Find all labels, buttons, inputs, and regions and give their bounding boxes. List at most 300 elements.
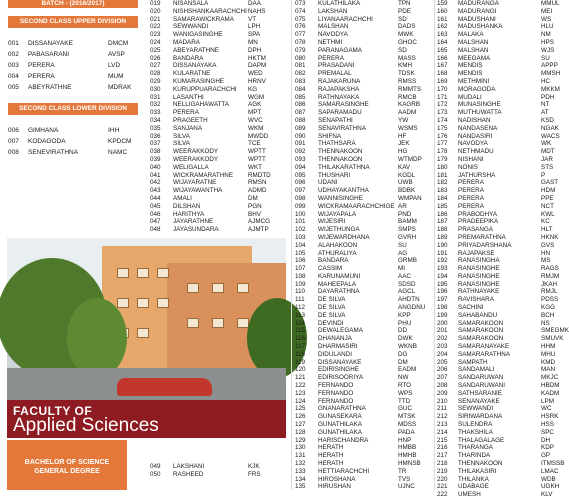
entry-initials: MDSS [398, 421, 417, 429]
entry-number: 089 [295, 124, 306, 132]
entry-initials: STS [541, 163, 554, 171]
entry-name: NADISHAN [458, 116, 491, 124]
entry-number: 215 [437, 436, 448, 444]
entry-name: MALSHAN [318, 23, 349, 31]
entry-initials: SD [398, 46, 407, 54]
entry-name: JAYARATHNE [173, 218, 214, 226]
list-item [437, 273, 566, 281]
entry-number: 027 [150, 62, 161, 70]
entry-initials: WPS [398, 389, 413, 397]
entry-initials: UJNC [398, 483, 415, 491]
list-item [437, 8, 566, 16]
entry-number: 087 [295, 109, 306, 117]
entry-number: 003 [8, 62, 19, 69]
entry-initials: HKNK [541, 233, 559, 241]
entry-number: 035 [150, 124, 161, 132]
entry-number: 117 [295, 343, 306, 351]
entry-name: PERERA [28, 73, 55, 80]
entry-initials: DM [398, 358, 408, 366]
entry-number: 210 [437, 397, 448, 405]
entry-name: NAVODYA [318, 31, 348, 39]
entry-initials: HPS [541, 38, 554, 46]
entry-number: 217 [437, 452, 448, 460]
entry-number: 202 [437, 335, 448, 343]
entry-initials: WK [541, 140, 552, 148]
entry-name: MEEGAMA [458, 54, 491, 62]
entry-number: 168 [437, 70, 448, 78]
entry-initials: SPC [541, 428, 554, 436]
entry-name: PERERA [458, 179, 484, 187]
list-item [437, 86, 566, 94]
entry-number: 007 [8, 138, 19, 145]
list-item [437, 203, 566, 211]
entry-initials: WKM [248, 124, 264, 132]
list-item [295, 70, 435, 78]
entry-name: GUNATHILAKA [318, 428, 362, 436]
entry-name: THARANGA [458, 444, 493, 452]
list-item [150, 148, 290, 156]
entry-name: WEERAKKODY [173, 148, 219, 156]
entry-name: THENNAKOON [458, 460, 503, 468]
entry-initials: HC [541, 77, 551, 85]
entry-initials: P [541, 171, 546, 179]
degree-label: BACHELOR OF SCIENCE GENERAL DEGREE [24, 459, 110, 475]
list-item [295, 78, 435, 86]
entry-initials: AHDTN [398, 296, 420, 304]
list-item [437, 226, 566, 234]
list-item [295, 148, 435, 156]
entry-number: 102 [295, 226, 306, 234]
list-item [437, 421, 566, 429]
list-item [150, 463, 290, 471]
entry-number: 048 [150, 226, 161, 234]
entry-initials: TTD [398, 397, 411, 405]
list-item [295, 405, 435, 413]
list-item [295, 421, 435, 429]
list-item [295, 39, 435, 47]
entry-number: 182 [437, 179, 448, 187]
entry-initials: PHU [398, 319, 412, 327]
list-item [295, 23, 435, 31]
entry-number: 132 [295, 460, 306, 468]
entry-number: 085 [295, 93, 306, 101]
entry-name: SENAVIRATHNA [318, 124, 367, 132]
entry-name: NISHANI [458, 155, 484, 163]
list-item [295, 218, 435, 226]
entry-initials: AR [398, 202, 407, 210]
list-item [437, 335, 566, 343]
list-item [8, 38, 143, 49]
entry-initials: MPT [248, 109, 262, 117]
entry-initials: KAV [398, 163, 411, 171]
entry-name: HARITHYA [173, 210, 205, 218]
list-item [437, 405, 566, 413]
entry-number: 167 [437, 62, 448, 70]
entry-initials: KSD [541, 116, 554, 124]
entry-initials: NAHS [248, 7, 266, 15]
list-item [437, 452, 566, 460]
entry-name: LIYANAARACHCHI [318, 15, 373, 23]
entry-name: HIROSHANA [318, 475, 356, 483]
entry-initials: GRMB [398, 257, 417, 265]
entry-initials: HMBB [398, 444, 417, 452]
entry-number: 221 [437, 483, 448, 491]
entry-number: 109 [295, 280, 306, 288]
entry-number: 040 [150, 163, 161, 171]
entry-initials: HLT [541, 226, 553, 234]
entry-name: SAMARANAYAKE [458, 343, 510, 351]
list-item [437, 16, 566, 24]
entry-number: 090 [295, 132, 306, 140]
list-item [295, 156, 435, 164]
entry-name: PERERA [173, 109, 199, 117]
entry-name: EDIRISOORIYA [318, 374, 364, 382]
entry-name: PERERA [458, 194, 484, 202]
entry-number: 197 [437, 296, 448, 304]
entry-initials: MDRAK [108, 84, 132, 91]
entry-name: SAHABANDU [458, 311, 498, 319]
entry-number: 093 [295, 155, 306, 163]
entry-initials: JAR [541, 155, 553, 163]
entry-name: BANDARA [173, 54, 204, 62]
entry-initials: AGCL [398, 288, 416, 296]
entry-initials: WJS [541, 46, 555, 54]
list-item [150, 172, 290, 180]
entry-number: 083 [295, 77, 306, 85]
entry-name: MALAKA [458, 31, 484, 39]
column-divider [291, 0, 292, 490]
entry-initials: PADA [398, 428, 415, 436]
entry-initials: MI [398, 265, 405, 273]
list-item [295, 257, 435, 265]
list-item [437, 320, 566, 328]
entry-number: 033 [150, 109, 161, 117]
entry-name: DE SILVA [318, 311, 346, 319]
list-item [8, 136, 143, 147]
entry-number: 214 [437, 428, 448, 436]
entry-number: 039 [150, 155, 161, 163]
entry-name: EDIRISINGHE [318, 366, 359, 374]
entry-initials: PDSS [541, 296, 559, 304]
entry-name: GUNATHILAKA [318, 421, 362, 429]
entry-name: SAMPATH [458, 358, 488, 366]
lower-division-list [8, 125, 143, 158]
upper-division-list [8, 38, 143, 93]
entry-initials: DPH [248, 46, 262, 54]
entry-initials: WACS [541, 132, 560, 140]
list-item [295, 16, 435, 24]
column-2-bottom-list [150, 463, 290, 479]
entry-name: HARISCHANDRA [318, 436, 369, 444]
entry-number: 196 [437, 288, 448, 296]
entry-number: 076 [295, 23, 306, 31]
list-item [295, 281, 435, 289]
entry-name: SHIFNA [318, 132, 342, 140]
list-item [295, 172, 435, 180]
entry-initials: TPN [398, 0, 411, 7]
entry-number: 034 [150, 116, 161, 124]
entry-name: NAVODYA [458, 140, 488, 148]
entry-name: RAVISHARA [458, 296, 494, 304]
list-item [437, 47, 566, 55]
entry-initials: DADS [398, 23, 416, 31]
entry-number: 024 [150, 38, 161, 46]
entry-initials: WKNB [398, 343, 417, 351]
entry-number: 094 [295, 163, 306, 171]
list-item [437, 62, 566, 70]
entry-number: 176 [437, 132, 448, 140]
entry-number: 123 [295, 389, 306, 397]
entry-number: 116 [295, 335, 306, 343]
entry-name: PRIYADARSHANA [458, 241, 512, 249]
list-item [437, 281, 566, 289]
entry-name: THENNAKOON [318, 148, 363, 156]
entry-initials: DMCM [108, 40, 129, 47]
entry-number: 160 [437, 7, 448, 15]
entry-initials: UGKH [541, 483, 560, 491]
entry-initials: ADMD [248, 187, 267, 195]
list-item [437, 374, 566, 382]
entry-initials: WKT [248, 163, 262, 171]
entry-name: DISSANAYAKE [318, 358, 362, 366]
entry-name: THILAKASIRI [458, 467, 497, 475]
entry-name: UDHAYAKANTHA [318, 187, 369, 195]
entry-number: 187 [437, 218, 448, 226]
column-divider [434, 0, 435, 490]
entry-name: HERATH [318, 452, 344, 460]
entry-name: ALAHAKOON [318, 241, 358, 249]
list-item [295, 320, 435, 328]
list-item [437, 444, 566, 452]
entry-name: NELLIGAHAWATTA [173, 101, 229, 109]
list-item [150, 78, 290, 86]
entry-initials: HSRK [541, 413, 559, 421]
list-item [295, 226, 435, 234]
entry-name: METHMINI [458, 77, 490, 85]
entry-name: BANDARA [318, 257, 349, 265]
list-item [8, 71, 143, 82]
entry-number: 110 [295, 288, 306, 296]
entry-name: SACHINI [458, 304, 484, 312]
entry-name: FERNANDO [318, 397, 354, 405]
entry-number: 120 [295, 366, 306, 374]
entry-number: 222 [437, 491, 448, 499]
entry-name: SULENDRA [458, 421, 493, 429]
entry-name: SIRIWARDANA [458, 413, 503, 421]
entry-number: 081 [295, 62, 306, 70]
entry-number: 084 [295, 85, 306, 93]
entry-initials: MMUL [541, 0, 560, 7]
list-item [295, 359, 435, 367]
entry-number: 122 [295, 382, 306, 390]
entry-name: SANJANA [173, 124, 203, 132]
list-item [437, 398, 566, 406]
entry-number: 099 [295, 202, 306, 210]
list-item [8, 60, 143, 71]
entry-number: 078 [295, 38, 306, 46]
list-item [295, 288, 435, 296]
entry-number: 107 [295, 265, 306, 273]
entry-number: 091 [295, 140, 306, 148]
entry-number: 114 [295, 319, 306, 327]
entry-number: 193 [437, 265, 448, 273]
entry-name: GIMHANA [28, 127, 59, 134]
list-item [150, 31, 290, 39]
degree-label-box [7, 440, 127, 490]
entry-initials: PGN [248, 202, 262, 210]
list-item [437, 101, 566, 109]
entry-name: DISSANAYAKA [173, 62, 217, 70]
entry-initials: DM [248, 194, 258, 202]
entry-name: DEVINDI [318, 319, 344, 327]
list-item [295, 31, 435, 39]
entry-initials: TDSK [398, 70, 415, 78]
entry-initials: MWDD [248, 132, 269, 140]
entry-name: MALSHAN [458, 38, 489, 46]
entry-initials: KAGRB [398, 101, 421, 109]
entry-number: 173 [437, 109, 448, 117]
list-item [437, 437, 566, 445]
entry-name: THAKSHILA [458, 428, 493, 436]
entry-initials: MKKM [541, 85, 560, 93]
entry-initials: HDM [541, 187, 556, 195]
entry-number: 002 [8, 51, 19, 58]
entry-name: PRABODHYA [458, 210, 498, 218]
list-item [150, 8, 290, 16]
entry-initials: UWB [398, 179, 413, 187]
entry-number: 198 [437, 304, 448, 312]
list-item [150, 471, 290, 479]
entry-name: THATHSARA [318, 140, 356, 148]
list-item [295, 203, 435, 211]
entry-name: MALSHAN [458, 46, 489, 54]
list-item [150, 70, 290, 78]
entry-number: 006 [8, 127, 19, 134]
list-item [437, 109, 566, 117]
entry-name: THILAKARATHNA [318, 163, 370, 171]
entry-number: 170 [437, 85, 448, 93]
entry-initials: FRS [248, 470, 261, 478]
list-item [437, 468, 566, 476]
entry-number: 074 [295, 7, 306, 15]
entry-initials: HRNV [248, 77, 266, 85]
entry-name: NISHSHANKAARACHCHI [173, 7, 247, 15]
entry-name: PRAGEETH [173, 116, 208, 124]
entry-name: HERATH [318, 444, 344, 452]
list-item [295, 343, 435, 351]
entry-number: 124 [295, 397, 306, 405]
entry-name: SANDARUWANI [458, 382, 505, 390]
entry-number: 171 [437, 93, 448, 101]
entry-initials: SMUVK [541, 335, 564, 343]
entry-initials: ITMSSB [541, 460, 565, 468]
list-item [437, 491, 566, 499]
entry-number: 004 [8, 73, 19, 80]
entry-number: 041 [150, 171, 161, 179]
list-item [150, 218, 290, 226]
entry-initials: RMJM [541, 272, 560, 280]
entry-number: 213 [437, 421, 448, 429]
entry-name: DE SILVA [318, 296, 346, 304]
entry-number: 185 [437, 202, 448, 210]
list-item [150, 125, 290, 133]
entry-name: SAMARAWICKRAMA [173, 15, 234, 23]
list-item [437, 94, 566, 102]
entry-number: 163 [437, 31, 448, 39]
entry-number: 025 [150, 46, 161, 54]
entry-name: LAKSHANI [173, 463, 205, 470]
entry-initials: WPTT [248, 155, 266, 163]
entry-name: WANNISINGHE [318, 194, 363, 202]
entry-initials: HKTM [248, 54, 266, 62]
entry-name: NETHMADU [458, 148, 494, 156]
entry-name: MADUSHANKA [458, 23, 503, 31]
campus-building-photo [7, 238, 286, 400]
list-item [295, 164, 435, 172]
entry-initials: WGM [248, 93, 265, 101]
entry-initials: DAA [248, 0, 261, 7]
list-item [295, 0, 435, 8]
entry-initials: KWL [541, 210, 555, 218]
entry-name: RAJAPAKSE [458, 249, 495, 257]
entry-initials: HMHB [398, 452, 417, 460]
entry-number: 209 [437, 389, 448, 397]
entry-name: KULARATNE [173, 70, 211, 78]
entry-initials: AADM [398, 109, 417, 117]
entry-number: 219 [437, 467, 448, 475]
entry-name: SEWWANDI [173, 23, 209, 31]
entry-name: DISSANAYAKE [28, 40, 73, 47]
entry-initials: MS [541, 257, 551, 265]
entry-initials: NW [398, 374, 409, 382]
entry-name: RANASINGHE [458, 272, 500, 280]
entry-name: GUNASEKARA [318, 413, 362, 421]
entry-initials: WC [541, 405, 552, 413]
list-item [295, 242, 435, 250]
list-item [437, 257, 566, 265]
list-item [437, 218, 566, 226]
list-item [295, 398, 435, 406]
entry-initials: WTMDP [398, 155, 422, 163]
entry-name: SAMARASINGHE [318, 101, 369, 109]
entry-number: 161 [437, 15, 448, 23]
entry-name: KUMARASINGHE [173, 77, 225, 85]
entry-name: RASHEED [173, 470, 204, 478]
entry-initials: WPTT [248, 148, 266, 156]
entry-number: 044 [150, 194, 161, 202]
list-item [437, 242, 566, 250]
entry-initials: KMD [541, 358, 555, 366]
list-item [295, 413, 435, 421]
list-item [437, 0, 566, 8]
upper-division-heading: SECOND CLASS UPPER DIVISION [8, 16, 138, 28]
entry-initials: NCT [541, 202, 554, 210]
entry-initials: KPDCM [108, 138, 132, 145]
entry-initials: KGG [541, 304, 555, 312]
entry-name: SILVA [173, 140, 190, 148]
entry-initials: DH [541, 436, 551, 444]
list-item [150, 195, 290, 203]
entry-number: 047 [150, 218, 161, 226]
list-item [437, 343, 566, 351]
list-item [295, 195, 435, 203]
entry-initials: AG [398, 249, 408, 257]
entry-name: MADUSHANI [458, 15, 496, 23]
entry-number: 180 [437, 163, 448, 171]
entry-number: 001 [8, 40, 19, 47]
entry-number: 103 [295, 233, 306, 241]
entry-initials: KC [541, 218, 550, 226]
